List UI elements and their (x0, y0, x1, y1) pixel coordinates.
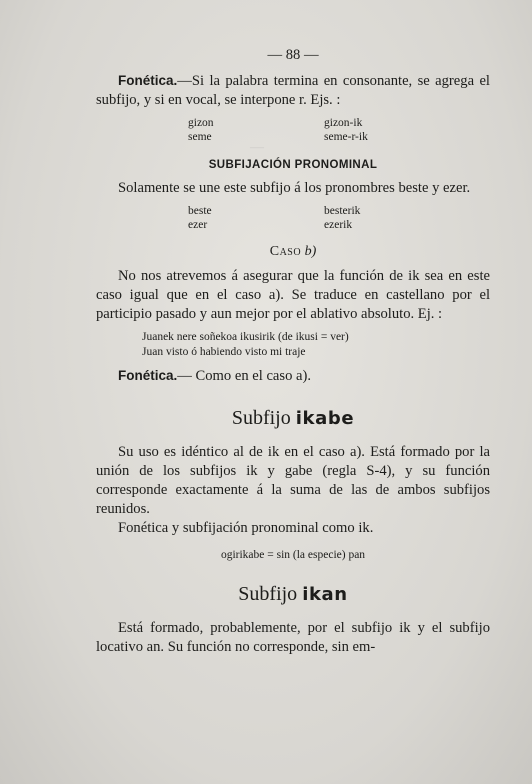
pair-right: seme-r-ik (324, 131, 368, 143)
fonetica2-text: — Como en el caso a). (177, 368, 312, 384)
page-content (96, 46, 490, 657)
paragraph-pronombres: Solamente se une este subfijo á los pronombres beste y ezer. (118, 180, 471, 196)
subheading-suffix: ikabe (295, 408, 355, 429)
paragraph-fonetica-2 (96, 366, 490, 386)
subheading-ikabe (96, 406, 490, 431)
pair-left: gizon (188, 117, 214, 129)
pair-left: ezer (188, 219, 208, 231)
bleed-through-text: — (250, 140, 264, 155)
example-block (96, 330, 490, 360)
subheading-prefix: Subfijo (231, 407, 291, 429)
subheading-suffix: ikan (302, 584, 348, 605)
example-line: Juanek nere soñekoa ikusirik (de ikusi = ver) (142, 331, 349, 343)
subheading-prefix: Subfijo (238, 583, 298, 605)
paragraph-fonetica (96, 71, 490, 110)
section-title: SUBFIJACIÓN PRONOMINAL (208, 159, 378, 171)
pair-row (96, 204, 490, 218)
pair-left: beste (188, 205, 212, 217)
pair-row (96, 116, 490, 130)
fonetica-label: Fonética. (118, 73, 178, 88)
pair-right: besterik (324, 205, 361, 217)
paragraph-ikabe: Su uso es idéntico al de ik en el caso a). Está formado por la unión de los subfijos ik y gabe (regla S-4), y su función corresponde exactamente á la suma de las de ambos subfijos reunidos. (96, 444, 490, 517)
pair-left: seme (188, 131, 212, 143)
caso-letter: b) (304, 244, 317, 259)
example-ikabe: ogirikabe = sin (la especie) pan (220, 549, 366, 561)
pair-row (96, 218, 490, 232)
fonetica2-label: Fonética. (118, 368, 178, 383)
example-line: Juan visto ó habiendo visto mi traje (142, 346, 306, 358)
paragraph-caso-b: No nos atrevemos á asegurar que la función de ik sea en este caso igual que en el caso a). Se traduce en castellano por el participio pasado y aun mejor por el ablativo absoluto. Ej. : (96, 268, 490, 322)
page-number: — 88 — (267, 47, 319, 63)
fonetica-text: —Si la palabra termina en consonante, se agrega el subfijo, y si en vocal, se interpone r. Ejs. : (96, 73, 490, 108)
example-pairs-1 (96, 116, 490, 144)
pair-right: ezerik (324, 219, 353, 231)
subheading-ikan (96, 582, 490, 607)
example-pairs-2 (96, 204, 490, 232)
pair-row (96, 130, 490, 144)
paragraph-ikabe-fonetica: Fonética y subfijación pronominal como ik. (118, 520, 374, 536)
caso-heading (96, 242, 490, 261)
pair-right: gizon-ik (324, 117, 363, 129)
paragraph-ikan: Está formado, probablemente, por el subfijo ik y el subfijo locativo an. Su función no corresponde, sin em- (96, 620, 490, 655)
caso-label: Caso (269, 244, 302, 259)
